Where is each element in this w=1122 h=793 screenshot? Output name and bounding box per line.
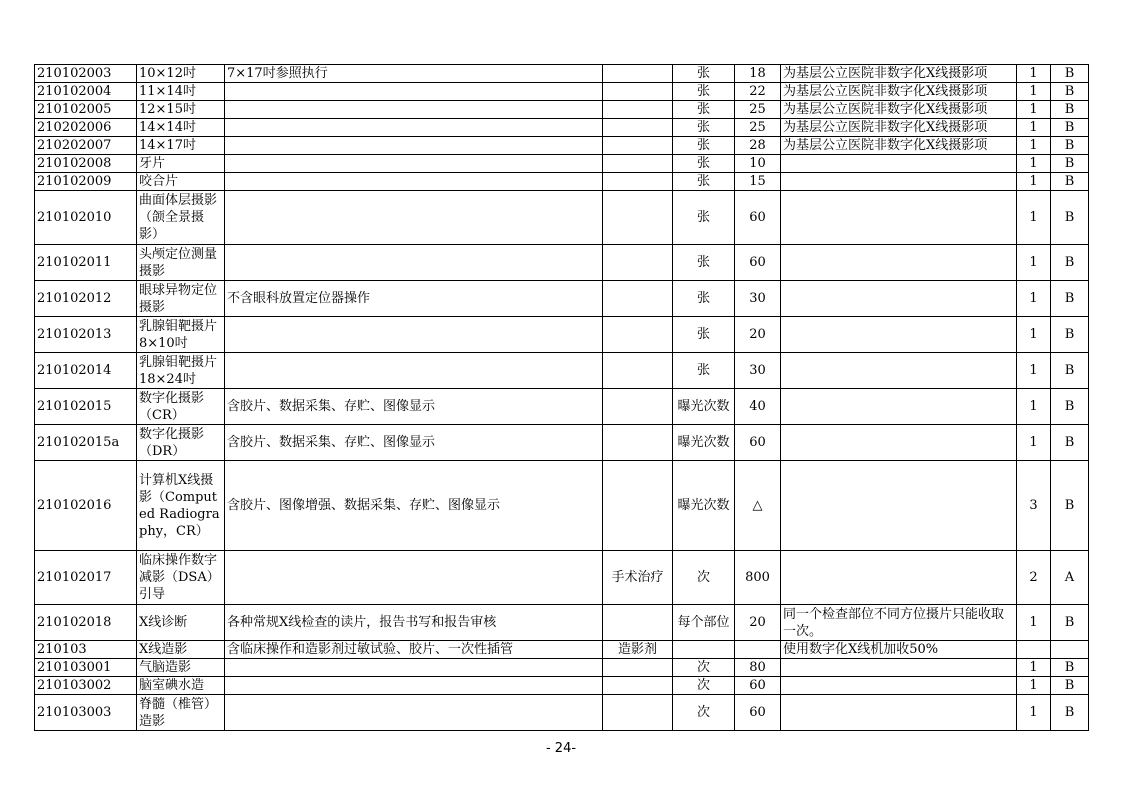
cell-code: 210202007 [35,137,137,155]
cell-code: 210103002 [35,677,137,695]
table-row [35,155,1089,173]
cell-name: 头颅定位测量摄影 [137,245,225,281]
cell-unit: 曝光次数 [673,425,735,461]
table-row [35,65,1089,83]
cell-code: 210102016 [35,461,137,551]
cell-cls: B [1051,173,1089,191]
cell-note: 使用数字化X线机加收50% [781,641,1017,659]
cell-content [225,695,603,731]
cell-name: 咬合片 [137,173,225,191]
cell-note: 为基层公立医院非数字化X线摄影项 [781,83,1017,101]
cell-cls: B [1051,65,1089,83]
cell-content [225,245,603,281]
cell-n: 1 [1017,245,1051,281]
cell-price: 60 [735,425,781,461]
cell-except [603,695,673,731]
cell-name: X线造影 [137,641,225,659]
cell-cls: B [1051,605,1089,641]
table-row [35,191,1089,245]
cell-note: 为基层公立医院非数字化X线摄影项 [781,119,1017,137]
cell-except [603,461,673,551]
cell-name: 乳腺钼靶摄片8×10吋 [137,317,225,353]
cell-cls: B [1051,659,1089,677]
cell-note [781,677,1017,695]
cell-except [603,245,673,281]
cell-code: 210103 [35,641,137,659]
cell-except [603,101,673,119]
table-row [35,317,1089,353]
cell-code: 210102015 [35,389,137,425]
cell-n: 1 [1017,83,1051,101]
cell-price: 25 [735,101,781,119]
cell-name: X线诊断 [137,605,225,641]
cell-note [781,317,1017,353]
cell-note: 为基层公立医院非数字化X线摄影项 [781,65,1017,83]
cell-name: 数字化摄影（CR） [137,389,225,425]
cell-content [225,83,603,101]
cell-code: 210103001 [35,659,137,677]
cell-price: 60 [735,245,781,281]
cell-code: 210102011 [35,245,137,281]
table-row [35,389,1089,425]
cell-cls: B [1051,317,1089,353]
cell-content: 含胶片、数据采集、存贮、图像显示 [225,389,603,425]
cell-unit: 曝光次数 [673,389,735,425]
cell-note [781,425,1017,461]
cell-n: 1 [1017,677,1051,695]
cell-unit: 张 [673,83,735,101]
cell-except: 手术治疗 [603,551,673,605]
cell-note [781,191,1017,245]
fee-table [34,64,1089,731]
cell-content [225,551,603,605]
cell-unit: 张 [673,101,735,119]
cell-code: 210102003 [35,65,137,83]
cell-code: 210102014 [35,353,137,389]
cell-unit: 张 [673,353,735,389]
cell-name: 计算机X线摄影（Computed Radiography，CR） [137,461,225,551]
cell-cls: A [1051,551,1089,605]
cell-cls: B [1051,137,1089,155]
cell-n: 1 [1017,659,1051,677]
cell-content [225,155,603,173]
cell-note [781,389,1017,425]
cell-cls: B [1051,425,1089,461]
cell-code: 210102008 [35,155,137,173]
cell-name: 10×12吋 [137,65,225,83]
cell-name: 眼球异物定位摄影 [137,281,225,317]
cell-unit: 张 [673,173,735,191]
cell-code: 210102012 [35,281,137,317]
cell-unit: 张 [673,65,735,83]
cell-except [603,155,673,173]
cell-n: 1 [1017,119,1051,137]
cell-n: 1 [1017,191,1051,245]
cell-price: 20 [735,605,781,641]
cell-unit: 次 [673,659,735,677]
cell-note [781,695,1017,731]
cell-unit: 张 [673,245,735,281]
table-row [35,83,1089,101]
cell-name: 临床操作数字减影（DSA）引导 [137,551,225,605]
cell-unit: 张 [673,317,735,353]
cell-cls: B [1051,155,1089,173]
cell-except [603,317,673,353]
cell-code: 210103003 [35,695,137,731]
cell-content: 含胶片、图像增强、数据采集、存贮、图像显示 [225,461,603,551]
cell-note: 为基层公立医院非数字化X线摄影项 [781,101,1017,119]
cell-content [225,659,603,677]
cell-content: 含临床操作和造影剂过敏试验、胶片、一次性插管 [225,641,603,659]
cell-n: 1 [1017,353,1051,389]
cell-content [225,191,603,245]
cell-name: 脑室碘水造 [137,677,225,695]
cell-cls: B [1051,191,1089,245]
cell-price: 800 [735,551,781,605]
cell-cls: B [1051,677,1089,695]
cell-note [781,281,1017,317]
cell-code: 210102015a [35,425,137,461]
cell-price: 80 [735,659,781,677]
cell-price: 30 [735,281,781,317]
table-row [35,461,1089,551]
cell-name: 14×17吋 [137,137,225,155]
cell-n: 1 [1017,137,1051,155]
cell-name: 12×15吋 [137,101,225,119]
cell-except [603,191,673,245]
cell-n [1017,641,1051,659]
cell-note [781,173,1017,191]
table-row [35,641,1089,659]
cell-except: 造影剂 [603,641,673,659]
cell-n: 1 [1017,317,1051,353]
table-row [35,119,1089,137]
table-row [35,281,1089,317]
cell-price: 60 [735,695,781,731]
cell-name: 牙片 [137,155,225,173]
cell-note: 同一个检查部位不同方位摄片只能收取一次。 [781,605,1017,641]
cell-code: 210102009 [35,173,137,191]
table-row [35,245,1089,281]
table-row [35,137,1089,155]
cell-name: 11×14吋 [137,83,225,101]
cell-n: 1 [1017,389,1051,425]
cell-unit: 次 [673,695,735,731]
cell-content [225,137,603,155]
cell-n: 3 [1017,461,1051,551]
cell-price: 15 [735,173,781,191]
cell-price [735,641,781,659]
cell-cls: B [1051,245,1089,281]
cell-price: 30 [735,353,781,389]
cell-n: 1 [1017,65,1051,83]
cell-content: 含胶片、数据采集、存贮、图像显示 [225,425,603,461]
cell-cls: B [1051,101,1089,119]
cell-except [603,677,673,695]
cell-except [603,281,673,317]
cell-cls: B [1051,695,1089,731]
cell-note [781,461,1017,551]
cell-price: 60 [735,677,781,695]
cell-cls: B [1051,281,1089,317]
table-row [35,551,1089,605]
cell-content [225,317,603,353]
cell-n: 1 [1017,155,1051,173]
cell-cls: B [1051,389,1089,425]
cell-name: 曲面体层摄影（颌全景摄影） [137,191,225,245]
cell-unit: 曝光次数 [673,461,735,551]
cell-except [603,137,673,155]
cell-note [781,245,1017,281]
table-row [35,353,1089,389]
cell-unit: 张 [673,281,735,317]
cell-content [225,119,603,137]
cell-n: 2 [1017,551,1051,605]
cell-cls: B [1051,83,1089,101]
cell-code: 210102017 [35,551,137,605]
cell-code: 210202006 [35,119,137,137]
cell-n: 1 [1017,173,1051,191]
cell-unit: 张 [673,119,735,137]
cell-n: 1 [1017,425,1051,461]
cell-content: 不含眼科放置定位器操作 [225,281,603,317]
cell-content [225,101,603,119]
cell-content [225,173,603,191]
cell-unit: 次 [673,677,735,695]
cell-unit: 每个部位 [673,605,735,641]
cell-note [781,353,1017,389]
cell-price: 20 [735,317,781,353]
cell-price: 40 [735,389,781,425]
cell-n: 1 [1017,281,1051,317]
cell-except [603,65,673,83]
cell-cls: B [1051,119,1089,137]
cell-except [603,425,673,461]
cell-price: 18 [735,65,781,83]
cell-name: 乳腺钼靶摄片18×24吋 [137,353,225,389]
cell-price: 25 [735,119,781,137]
cell-code: 210102010 [35,191,137,245]
cell-cls: B [1051,461,1089,551]
cell-price: 28 [735,137,781,155]
cell-code: 210102018 [35,605,137,641]
table-row [35,101,1089,119]
cell-code: 210102005 [35,101,137,119]
cell-unit: 张 [673,155,735,173]
cell-except [603,83,673,101]
table-row [35,605,1089,641]
table-row [35,173,1089,191]
cell-unit: 张 [673,137,735,155]
cell-price: △ [735,461,781,551]
cell-except [603,173,673,191]
cell-cls [1051,641,1089,659]
cell-except [603,119,673,137]
cell-content: 7×17吋参照执行 [225,65,603,83]
cell-cls: B [1051,353,1089,389]
table-row [35,425,1089,461]
cell-unit: 次 [673,551,735,605]
table-row [35,659,1089,677]
cell-except [603,389,673,425]
table-row [35,695,1089,731]
cell-code: 210102004 [35,83,137,101]
page-number: - 24- [545,741,577,756]
cell-n: 1 [1017,605,1051,641]
cell-except [603,659,673,677]
cell-code: 210102013 [35,317,137,353]
cell-n: 1 [1017,101,1051,119]
fee-table-body [35,65,1089,731]
cell-name: 14×14吋 [137,119,225,137]
cell-except [603,353,673,389]
cell-unit [673,641,735,659]
cell-price: 22 [735,83,781,101]
cell-content: 各种常规X线检查的读片，报告书写和报告审核 [225,605,603,641]
cell-except [603,605,673,641]
cell-price: 60 [735,191,781,245]
cell-note [781,659,1017,677]
cell-name: 脊髓（椎管）造影 [137,695,225,731]
cell-note [781,155,1017,173]
cell-note [781,551,1017,605]
cell-price: 10 [735,155,781,173]
cell-content [225,677,603,695]
cell-unit: 张 [673,191,735,245]
cell-n: 1 [1017,695,1051,731]
cell-name: 气脑造影 [137,659,225,677]
cell-note: 为基层公立医院非数字化X线摄影项 [781,137,1017,155]
cell-name: 数字化摄影（DR） [137,425,225,461]
table-row [35,677,1089,695]
cell-content [225,353,603,389]
